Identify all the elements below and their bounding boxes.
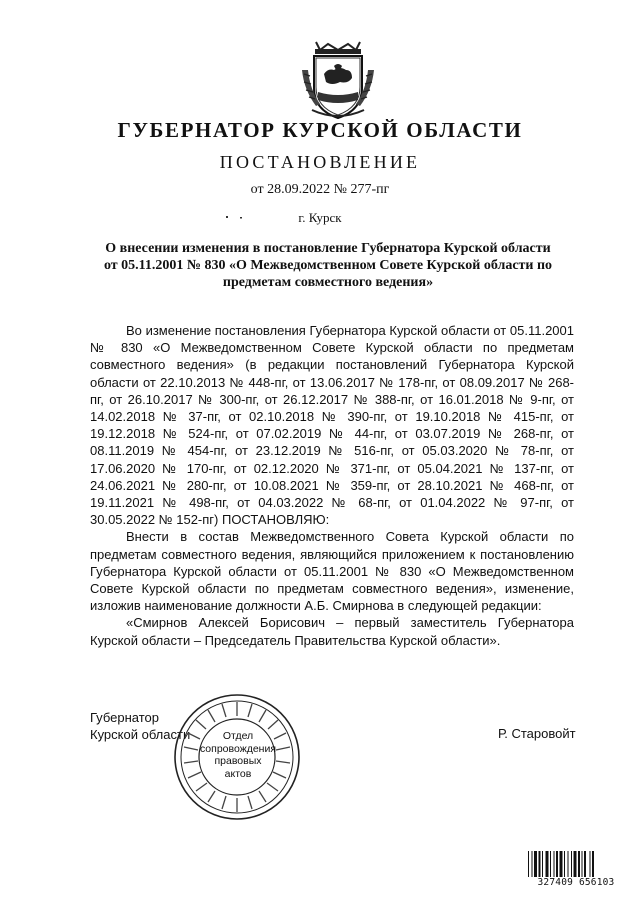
subject-line: предметам совместного ведения» xyxy=(222,275,434,290)
issuing-authority: ГУБЕРНАТОР КУРСКОЙ ОБЛАСТИ xyxy=(117,118,523,142)
document-city: г. Курск xyxy=(298,210,342,225)
stamp-department-line: сопровождения xyxy=(199,742,277,755)
subject-line: О внесении изменения в постановление Губернатора Курской области xyxy=(105,241,551,256)
document-subject xyxy=(80,240,576,291)
signer-name: Р. Старовойт xyxy=(498,726,576,741)
document-type: ПОСТАНОВЛЕНИЕ xyxy=(219,152,421,172)
signer-position-line: Курской области xyxy=(90,727,191,742)
body-paragraph: «Смирнов Алексей Борисович – первый заместитель Губернатора Курской области – Председатель Правительства Курской области». xyxy=(90,615,574,648)
stamp-department-line: Отдел xyxy=(222,730,254,742)
stamp-department-line: актов xyxy=(224,767,252,780)
subject-line: от 05.11.2001 № 830 «О Межведомственном Совете Курской области по xyxy=(103,258,553,273)
signer-position-line: Губернатор xyxy=(90,710,159,725)
barcode-number: 327409 656103 xyxy=(537,877,615,888)
document-date-number: от 28.09.2022 № 277-пг xyxy=(250,182,390,197)
body-paragraph: Во изменение постановления Губернатора Курской области от 05.11.2001 № 830 «О Межведомственном Совете Курской области по предметам совместного ведения» (в редакции постановлений Губернатора Курской области от 22.10.2013 № 448-пг, от 13.06.2017 № 178-пг, от 08.09.2017 № 268-пг, от 26.10.2017 № 300-пг, от 26.12.2017 № 388-пг, от 16.01.2018 № 9-пг, от 14.02.2018 № 37-пг, от 02.10.2018 № 390-пг, от 19.10.2018 № 415-пг, от 19.12.2018 № 524-пг, от 07.02.2019 № 44-пг, от 03.07.2019 № 268-пг, от 08.11.2019 № 454-пг, от 23.12.2019 № 516-пг, от 05.03.2020 № 78-пг, от 17.06.2020 № 170-пг, от 02.12.2020 № 371-пг, от 05.04.2021 № 137-пг, от 24.06.2021 № 280-пг, от 10.08.2021 № 359-пг, от 28.10.2021 № 468-пг, от 19.11.2021 № 498-пг, от 04.03.2022 № 68-пг, от 01.04.2022 № 97-пг, от 30.05.2022 № 152-пг) ПОСТАНОВЛЯЮ: xyxy=(90,323,574,528)
document-body xyxy=(90,322,574,649)
barcode-icon xyxy=(528,851,624,877)
coat-of-arms-icon xyxy=(298,40,378,122)
stamp-department-line: правовых xyxy=(214,755,262,767)
body-paragraph: Внести в состав Межведомственного Совета Курской области по предметам совместного ведения, являющийся приложением к постановлению Губернатора Курской области от 05.11.2001 № 830 «О Межведомственном Совете Курской области по предметам совместного ведения», изменение, изложив наименование должности А.Б. Смирнова в следующей редакции: xyxy=(90,529,574,614)
stamp-department xyxy=(196,730,280,780)
